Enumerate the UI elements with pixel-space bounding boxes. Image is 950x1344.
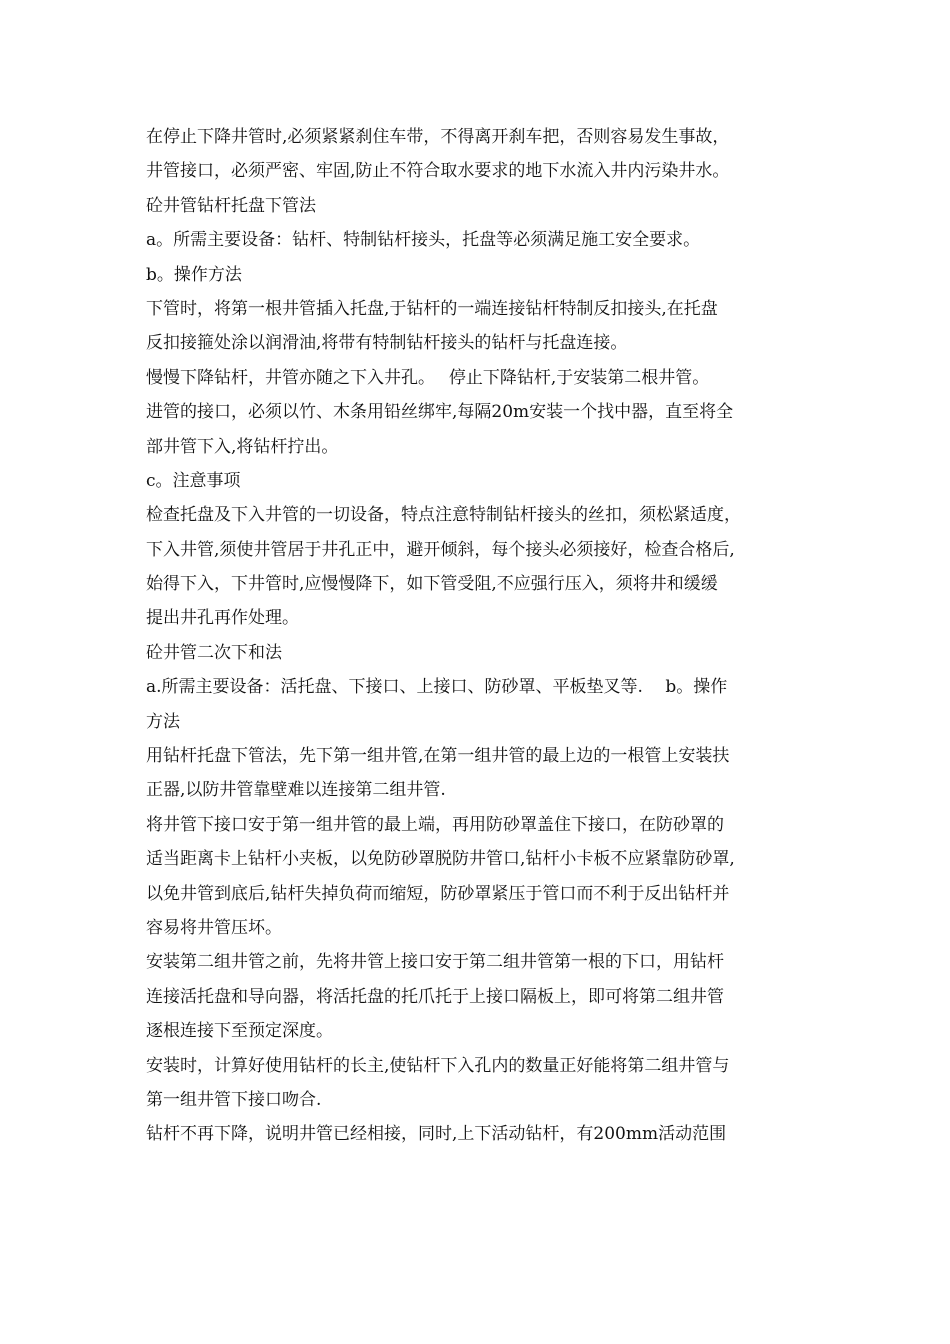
text-line: 井管接口，必须严密、牢固,防止不符合取水要求的地下水流入井内污染井水。 xyxy=(146,161,730,182)
text-line: 反扣接箍处涂以润滑油,将带有特制钻杆接头的钻杆与托盘连接。 xyxy=(146,333,628,354)
text-line: 下管时，将第一根井管插入托盘,于钻杆的一端连接钻杆特制反扣接头,在托盘 xyxy=(146,298,718,319)
text-line: 连接活托盘和导向器，将活托盘的托爪托于上接口隔板上，即可将第二组井管 xyxy=(146,986,724,1007)
text-line: 部井管下入,将钻杆拧出。 xyxy=(146,436,339,457)
text-line: 逐根连接下至预定深度。 xyxy=(146,1021,333,1042)
text-line: 始得下入，下井管时,应慢慢降下，如下管受阻,不应强行压入，须将井和缓缓 xyxy=(146,574,718,595)
text-line: 安装第二组井管之前，先将井管上接口安于第二组井管第一根的下口，用钻杆 xyxy=(146,952,724,973)
text-line: 在停止下降井管时,必须紧紧刹住车带，不得离开刹车把，否则容易发生事故， xyxy=(146,127,730,147)
text-line: 下入井管,须使井管居于井孔正中，避开倾斜，每个接头必须接好，检查合格后, xyxy=(146,539,735,560)
text-line: 提出井孔再作处理。 xyxy=(146,608,299,629)
text-line: 以免井管到底后,钻杆失掉负荷而缩短，防砂罩紧压于管口而不利于反出钻杆并 xyxy=(146,883,730,904)
document-body xyxy=(146,120,811,1152)
text-line: 进管的接口，必须以竹、木条用铅丝绑牢,每隔20m安装一个找中器，直至将全 xyxy=(146,402,734,423)
section-heading: 砼井管钻杆托盘下管法 xyxy=(146,195,316,216)
text-line: 用钻杆托盘下管法，先下第一组井管,在第一组井管的最上边的一根管上安装扶 xyxy=(146,746,730,767)
text-line: 钻杆不再下降，说明井管已经相接，同时,上下活动钻杆，有200mm活动范围 xyxy=(146,1124,727,1145)
text-line: 适当距离卡上钻杆小夹板，以免防砂罩脱防井管口,钻杆小卡板不应紧靠防砂罩, xyxy=(146,849,735,870)
text-line: a.所需主要设备：活托盘、下接口、上接口、防砂罩、平板垫叉等. b。操作 xyxy=(146,677,728,698)
text-line: 安装时，计算好使用钻杆的长主,使钻杆下入孔内的数量正好能将第二组井管与 xyxy=(146,1055,730,1076)
section-heading: 砼井管二次下和法 xyxy=(146,642,282,663)
text-line: 检查托盘及下入井管的一切设备，特点注意特制钻杆接头的丝扣，须松紧适度， xyxy=(146,505,741,526)
subsection-heading: c。注意事项 xyxy=(146,470,241,491)
text-line: 将井管下接口安于第一组井管的最上端，再用防砂罩盖住下接口，在防砂罩的 xyxy=(146,814,724,835)
text-line: 慢慢下降钻杆，井管亦随之下入井孔。 停止下降钻杆,于安装第二根井管。 xyxy=(146,367,710,388)
text-line: 正器,以防井管靠壁难以连接第二组井管. xyxy=(146,780,446,801)
text-line: a。所需主要设备：钻杆、特制钻杆接头，托盘等必须满足施工安全要求。 xyxy=(146,230,701,251)
text-line: 方法 xyxy=(146,711,180,732)
text-line: 第一组井管下接口吻合. xyxy=(146,1089,322,1110)
text-line: 容易将井管压坏。 xyxy=(146,917,282,938)
subsection-heading: b。操作方法 xyxy=(146,264,242,285)
